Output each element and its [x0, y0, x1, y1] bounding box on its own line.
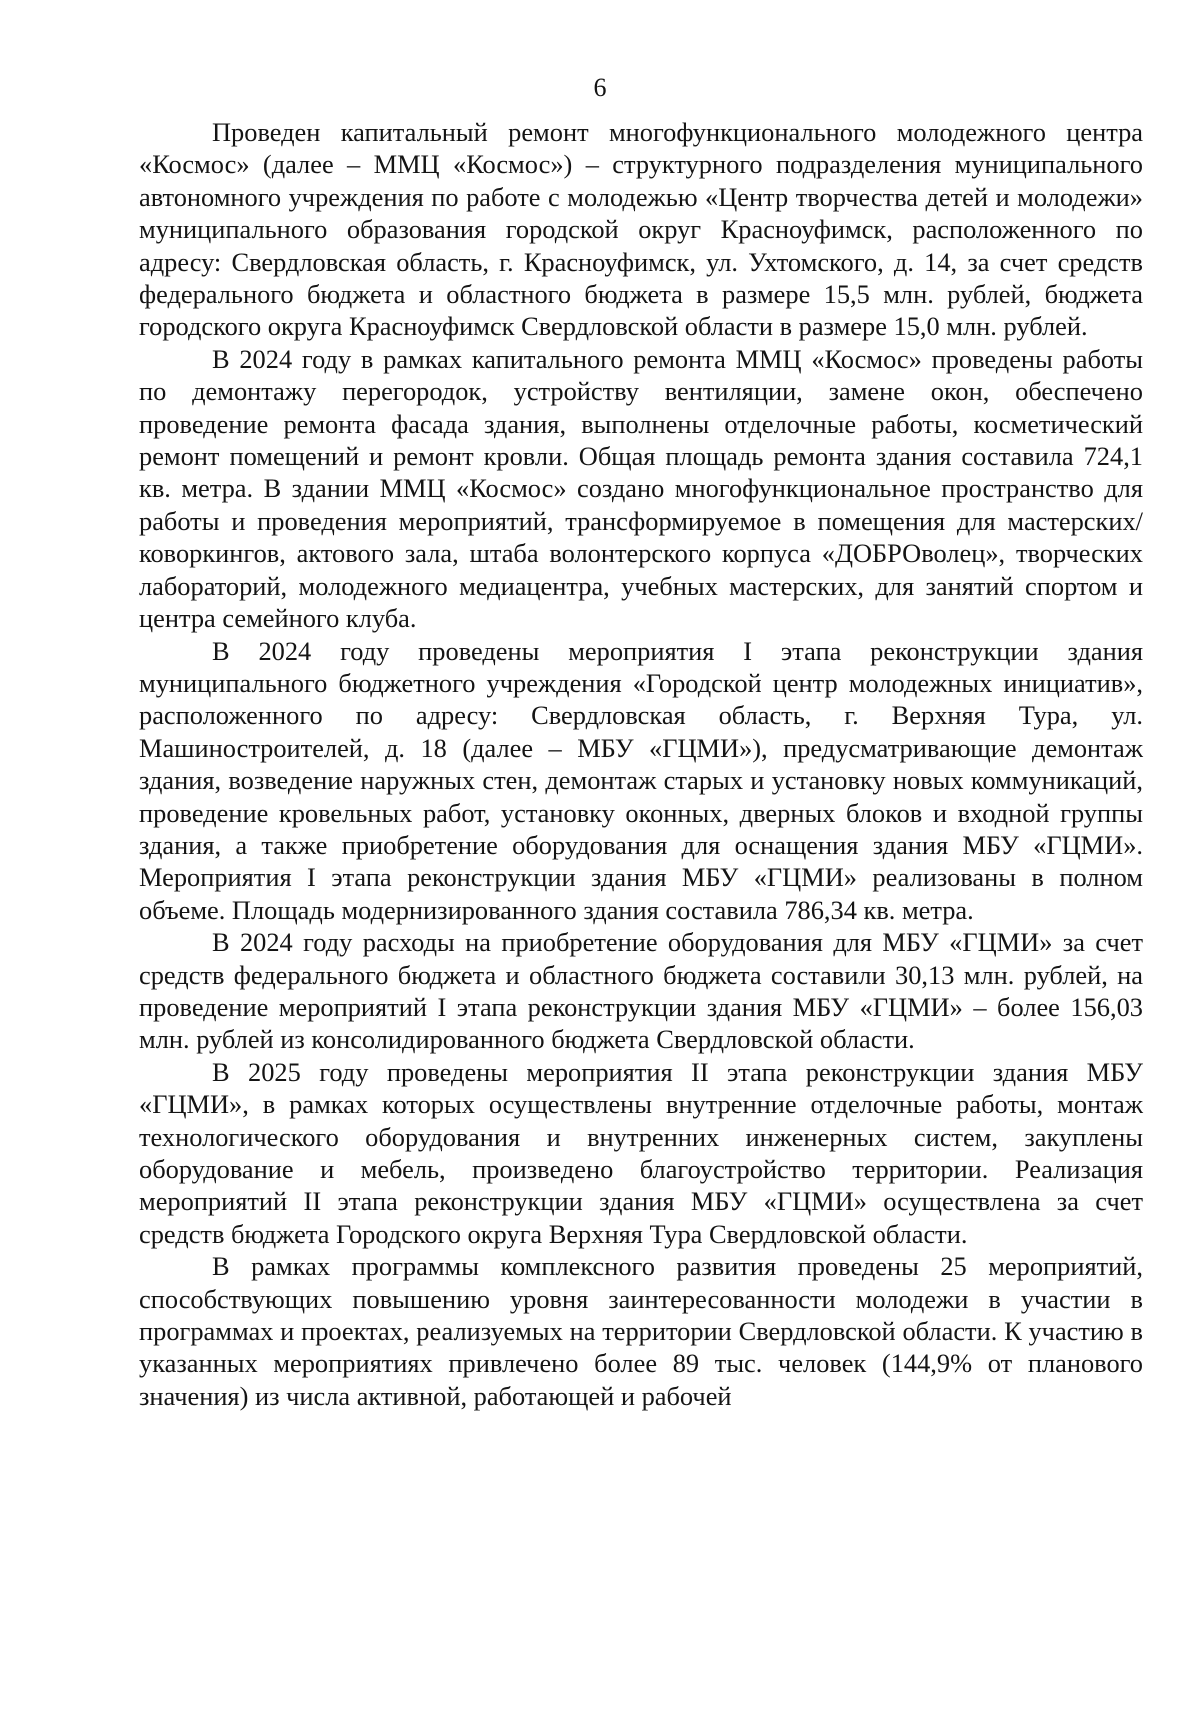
- paragraph-gcmi-stage-2: В 2025 году проведены мероприятия II этапа реконструкции здания МБУ «ГЦМИ», в рамках которых осуществлены внутренние отделочные работы, монтаж технологического оборудования и внутренних инженерных систем, закуплены оборудование и мебель, произведено благоустройство территории. Реализация мероприятий II этапа реконструкции здания МБУ «ГЦМИ» осуществлена за счет средств бюджета Городского округа Верхняя Тура Свердловской области.: [139, 1056, 1143, 1249]
- paragraph-kosmos-repair: Проведен капитальный ремонт многофункционального молодежного центра «Космос» (далее – ММЦ «Космос») – структурного подразделения муниципального автономного учреждения по работе с молодежью «Центр творчества детей и молодежи» муниципального образования городской округ Красноуфимск, расположенного по адресу: Свердловская область, г. Красноуфимск, ул. Ухтомского, д. 14, за счет средств федерального бюджета и областного бюджета в размере 15,5 млн. рублей, бюджета городского округа Красноуфимск Свердловской области в размере 15,0 млн. рублей.: [139, 117, 1143, 342]
- document-body: [139, 116, 1143, 1412]
- page-number: 6: [593, 73, 607, 102]
- paragraph-gcmi-stage-1: В 2024 году проведены мероприятия I этапа реконструкции здания муниципального бюджетного учреждения «Городской центр молодежных инициатив», расположенного по адресу: Свердловская область, г. Верхняя Тура, ул. Машиностроителей, д. 18 (далее – МБУ «ГЦМИ»), предусматривающие демонтаж здания, возведение наружных стен, демонтаж старых и установку новых коммуникаций, проведение кровельных работ, установку оконных, дверных блоков и входной группы здания, а также приобретение оборудования для оснащения здания МБУ «ГЦМИ». Мероприятия I этапа реконструкции здания МБУ «ГЦМИ» реализованы в полном объеме. Площадь модернизированного здания составила 786,34 кв. метра.: [139, 635, 1143, 925]
- paragraph-kosmos-works-2024: В 2024 году в рамках капитального ремонта ММЦ «Космос» проведены работы по демонтажу перегородок, устройству вентиляции, замене окон, обеспечено проведение ремонта фасада здания, выполнены отделочные работы, косметический ремонт помещений и ремонт кровли. Общая площадь ремонта здания составила 724,1 кв. метра. В здании ММЦ «Космос» создано многофункциональное пространство для работы и проведения мероприятий, трансформируемое в помещения для мастерских/коворкингов, актового зала, штаба волонтерского корпуса «ДОБРОволец», творческих лабораторий, молодежного медиацентра, учебных мастерских, для занятий спортом и центра семейного клуба.: [139, 343, 1143, 634]
- paragraph-gcmi-expenses-2024: В 2024 году расходы на приобретение оборудования для МБУ «ГЦМИ» за счет средств федерального бюджета и областного бюджета составили 30,13 млн. рублей, на проведение мероприятий I этапа реконструкции здания МБУ «ГЦМИ» – более 156,03 млн. рублей из консолидированного бюджета Свердловской области.: [139, 927, 1143, 1055]
- paragraph-program-events: В рамках программы комплексного развития проведены 25 мероприятий, способствующих повышению уровня заинтересованности молодежи в участии в программах и проектах, реализуемых на территории Свердловской области. К участию в указанных мероприятиях привлечено более 89 тыс. человек (144,9% от планового значения) из числа активной, работающей и рабочей: [139, 1251, 1143, 1411]
